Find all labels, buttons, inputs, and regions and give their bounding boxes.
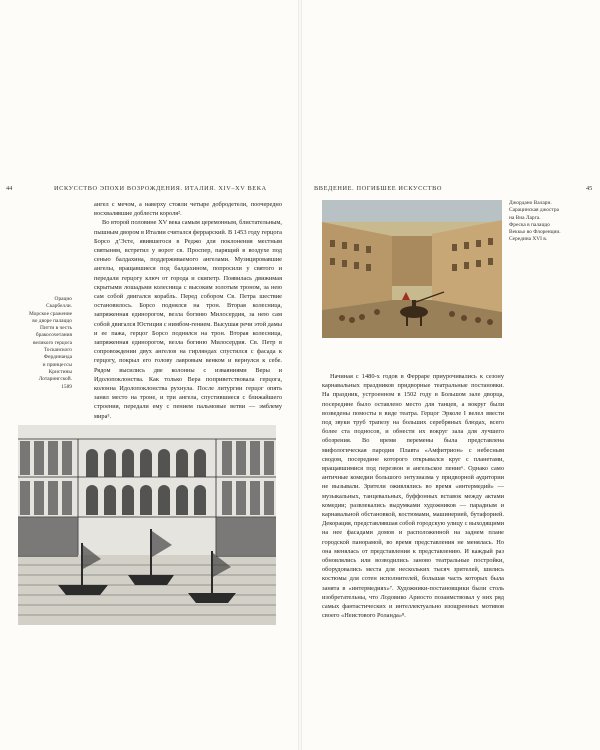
engraving-illustration bbox=[18, 425, 276, 625]
left-paragraph-2: Во второй половине XV века самым церемонным, блистательным, пышным двором в Италии считался феррарский. В 1453 году герцога Борсо д’Эсте, явившегося в Реджо для поклонения местным святыням, встретил у ворот св. Проспер, парящий в воздухе под сенью балдахина, поддерживаемого ангелами. Музицировавшие ангелы, вращавшиеся под балдахином, попросили у святого и передали герцогу ключ от города и скипетр. Появилась движимая скрытыми лошадьми колесница с высоким золотым троном, за нею сам собой двигался корабль. Перед собором Св. Петра шествие остановилось. Борсо поднялся на трон. Вторая колесница, запряженная единорогом, везла богиню Милосердия, за нею сам собой двигался Юстиция с нимбом-гением. Высушая речи этой дамы и ее пажа, герцог Борсо поднялся на трон. Вторая колесница, запряженная единорогом, везла богиню Милосердия. Св. Петр в сопровождении двух ангелов на гирляндах спустился с фасада к герцогу, покрыл его голову лавровым венком и вернулся к себе. Рядом высились две колонны с изваяниями Веры и Идолопоклонства. Как только Вера поприветствовала герцога, колонна Идолопоклонства рухнула. После литургии герцог опять занял место на троне, и три ангела, спустившиеся с ближайшего строения, передали ему с пением пальмовые ветви — эмблему мира⁵. bbox=[94, 219, 282, 420]
caption-line: бракосочетания bbox=[35, 332, 72, 339]
caption-line: и принцессы bbox=[42, 361, 72, 368]
caption-line: Морское сражение bbox=[29, 310, 72, 317]
caption-line: Питти в честь bbox=[39, 325, 72, 332]
right-paragraph-1: Начиная с 1480-х годов в Ферраре приурочивались к сезону карнавальных праздников придворные театральные постановки. На праздник, устроенном в 1502 году в Большом зале дворца, посередине было оставлено место для танцев, а вокруг были возведены помосты в виде театра. Герцог Эрколе I велел ввести под звуки труб трапезу на больших серебряных блюдах, всего более ста подносов, и обнести их вокруг зала для лучшего обозрения. Во время перемены была представлена мифологическая пародия Плавта «Амфитрион» с небесным сводом, посередине которого открывался круг с планетами, вращавшимися под перезвон и ангельское пение⁶. Однако само античные комедии большого энтузиазма у придворной аудитории не вызывали. Зрители оживлялись во время «интермедий» — музыкальных, танцевальных, буффонных вставок между актами комедии; развлекались выдумками художников — парадным и карнавальной обстановкой, костюмами, машинерией, бутафорией. Декорация, представлявшая собой городскую улицу с выходящими на нее фасадами домов и расположенной на заднем плане городской панорамой, во время представления не менялась. Но она менялась от представления к представлению. И каждый раз обновлялись или возводились заново театральные постройки, оборудовались места для нескольких тысяч зрителей, шились костюмы для сотен исполнителей, большая часть которых была занята в «интермедиях»⁷. Художники-постановщики были столь изобретательны, что Лодовико Ариосто позаимствовал у них ряд самых фантастических и интеллектуально изощренных мотивов своего «Неистового Роланда»⁸. bbox=[322, 373, 504, 620]
caption-line: Сарацинская джостра bbox=[509, 207, 559, 214]
right-body-text bbox=[322, 372, 504, 620]
caption-line: на Виа Ларга. bbox=[509, 214, 541, 221]
caption-line: Середина XVI в. bbox=[509, 236, 548, 243]
engraving-naval-battle-figure bbox=[18, 425, 276, 625]
caption-line: Тосканского bbox=[43, 347, 72, 354]
book-gutter bbox=[298, 0, 302, 750]
fresco-saracen-joust-figure bbox=[322, 200, 502, 338]
caption-line: Веккьо во Флоренции. bbox=[509, 229, 561, 236]
right-figure-caption bbox=[509, 200, 593, 244]
caption-line: Фреска в палаццо bbox=[509, 221, 550, 228]
right-running-head: ВВЕДЕНИЕ. ПОГИБШЕЕ ИСКУССТВО bbox=[314, 185, 443, 192]
caption-line: Скарбелли. bbox=[46, 303, 72, 310]
left-page-number: 44 bbox=[6, 185, 13, 192]
caption-line: великого герцога bbox=[32, 339, 72, 346]
caption-line: Орацио bbox=[54, 296, 72, 302]
right-page-number: 45 bbox=[586, 185, 593, 192]
caption-line: Фердинанда bbox=[43, 354, 72, 361]
left-paragraph-1: ангел с мечом, а наверху стояли четыре добродетели, поочередно восхвалявшие доблести короля². bbox=[94, 201, 282, 218]
caption-line: Джордано Валари. bbox=[509, 200, 552, 206]
caption-line: Лотарингской. bbox=[38, 376, 72, 383]
caption-line: 1589 bbox=[61, 383, 72, 390]
left-body-text bbox=[94, 200, 282, 421]
caption-line: Кристины bbox=[48, 368, 72, 375]
fresco-illustration bbox=[322, 200, 502, 338]
caption-line: во дворе палаццо bbox=[32, 317, 72, 324]
left-running-head: ИСКУССТВО ЭПОХИ ВОЗРОЖДЕНИЯ. ИТАЛИЯ. XIV–XV ВЕКА bbox=[54, 185, 267, 192]
left-figure-caption bbox=[10, 296, 72, 391]
